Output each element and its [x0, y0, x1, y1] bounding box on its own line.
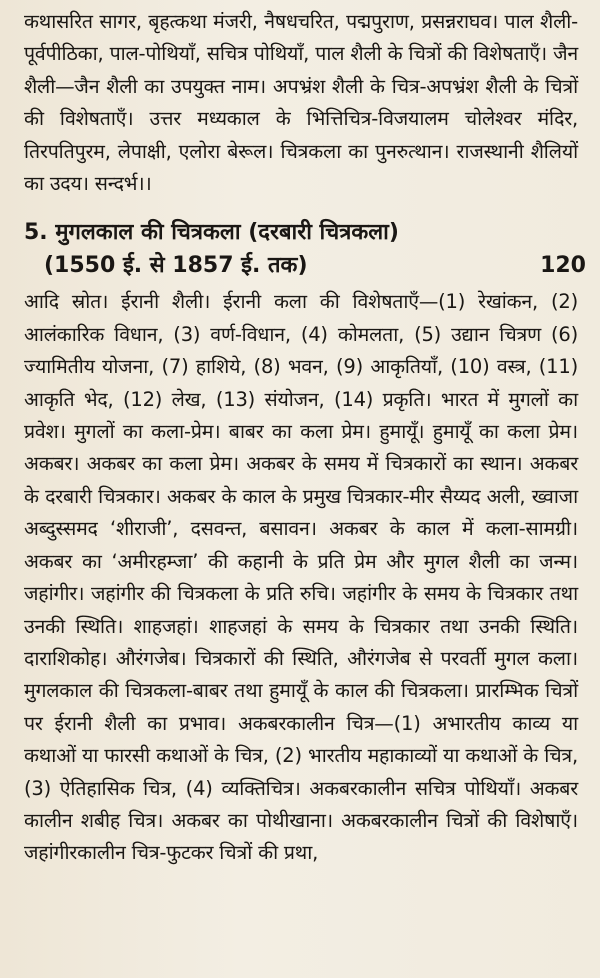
chapter-contents-paragraph: आदि स्रोत। ईरानी शैली। ईरानी कला की विशेषताएँ—(1) रेखांकन, (2) आलंकारिक विधान, (3) वर्ण-विधान, (4) कोमलता, (5) उद्यान चित्रण (6) ज्यामितीय योजना, (7) हाशिये, (8) भवन, (9) आकृतियाँ, (10) वस्त्र, (11) आकृति भेद, (12) लेख, (13) संयोजन, (14) प्रकृति। भारत में मुगलों का प्रवेश। मुगलों का कला-प्रेम। बाबर का कला प्रेम। हुमायूँ। हुमायूँ का कला प्रेम। अकबर। अकबर का कला प्रेम। अकबर के समय में चित्रकारों का स्थान। अकबर के दरबारी चित्रकार। अकबर के काल के प्रमुख चित्रकार-मीर सैय्यद अली, ख्वाजा अब्दुस्समद ‘शीराजी’, दसवन्त, बसावन। अकबर के काल में कला-सामग्री। अकबर का ‘अमीरहम्जा’ की कहानी के प्रति प्रेम और मुगल शैली का जन्म। जहांगीर। जहांगीर की चित्रकला के प्रति रुचि। जहांगीर के समय के चित्रकार तथा उनकी स्थिति। शाहजहां। शाहजहां के समय के चित्रकार तथा उनकी स्थिति। दाराशिकोह। औरंगजेब। चित्रकारों की स्थिति, औरंगजेब से परवर्ती मुगल कला। मुगलकाल की चित्रकला-बाबर तथा हुमायूँ के काल की चित्रकला। प्रारम्भिक चित्रों पर ईरानी शैली का प्रभाव। अकबरकालीन चित्र—(1) अभारतीय काव्य या कथाओं या फारसी कथाओं के चित्र, (2) भारतीय महाकाव्यों या कथाओं के चित्र, (3) ऐतिहासिक चित्र, (4) व्यक्तिचित्र। अकबरकालीन सचित्र पोथियाँ। अकबर कालीन शबीह चित्र। अकबर का पोथीखाना। अकबरकालीन चित्रों की विशेषाएँ। जहांगीरकालीन चित्र-फुटकर चित्रों की प्रथा, [24, 290, 578, 865]
contents-paragraph-continued: कथासरित सागर, बृहत्कथा मंजरी, नैषधचरित, पद्मपुराण, प्रसन्नराघव। पाल शैली-पूर्वपीठिका, पाल-पोथियाँ, सचित्र पोथियाँ, पाल शैली के चित्रों की विशेषताएँ। जैन शैली—जैन शैली का उपयुक्त नाम। अपभ्रंश शैली के चित्र-अपभ्रंश शैली के चित्रों की विशेषताएँ। उत्तर मध्यकाल के भित्तिचित्र-विजयालम चोलेश्वर मंदिर, तिरपतिपुरम, लेपाक्षी, एलोरा बेरूल। चित्रकला का पुनरुत्थान। राजस्थानी शैलियों का उदय। सन्दर्भ।। [24, 10, 578, 196]
chapter-title-line-2: (1550 ई. से 1857 ई. तक) [44, 253, 308, 279]
chapter-number: 5. [24, 220, 48, 246]
chapter-title-line-1 [24, 216, 590, 249]
chapter-heading [24, 216, 590, 282]
chapter-page-number: 120 [540, 253, 586, 279]
chapter-title: मुगलकाल की चित्रकला (दरबारी चित्रकला) [55, 220, 399, 246]
